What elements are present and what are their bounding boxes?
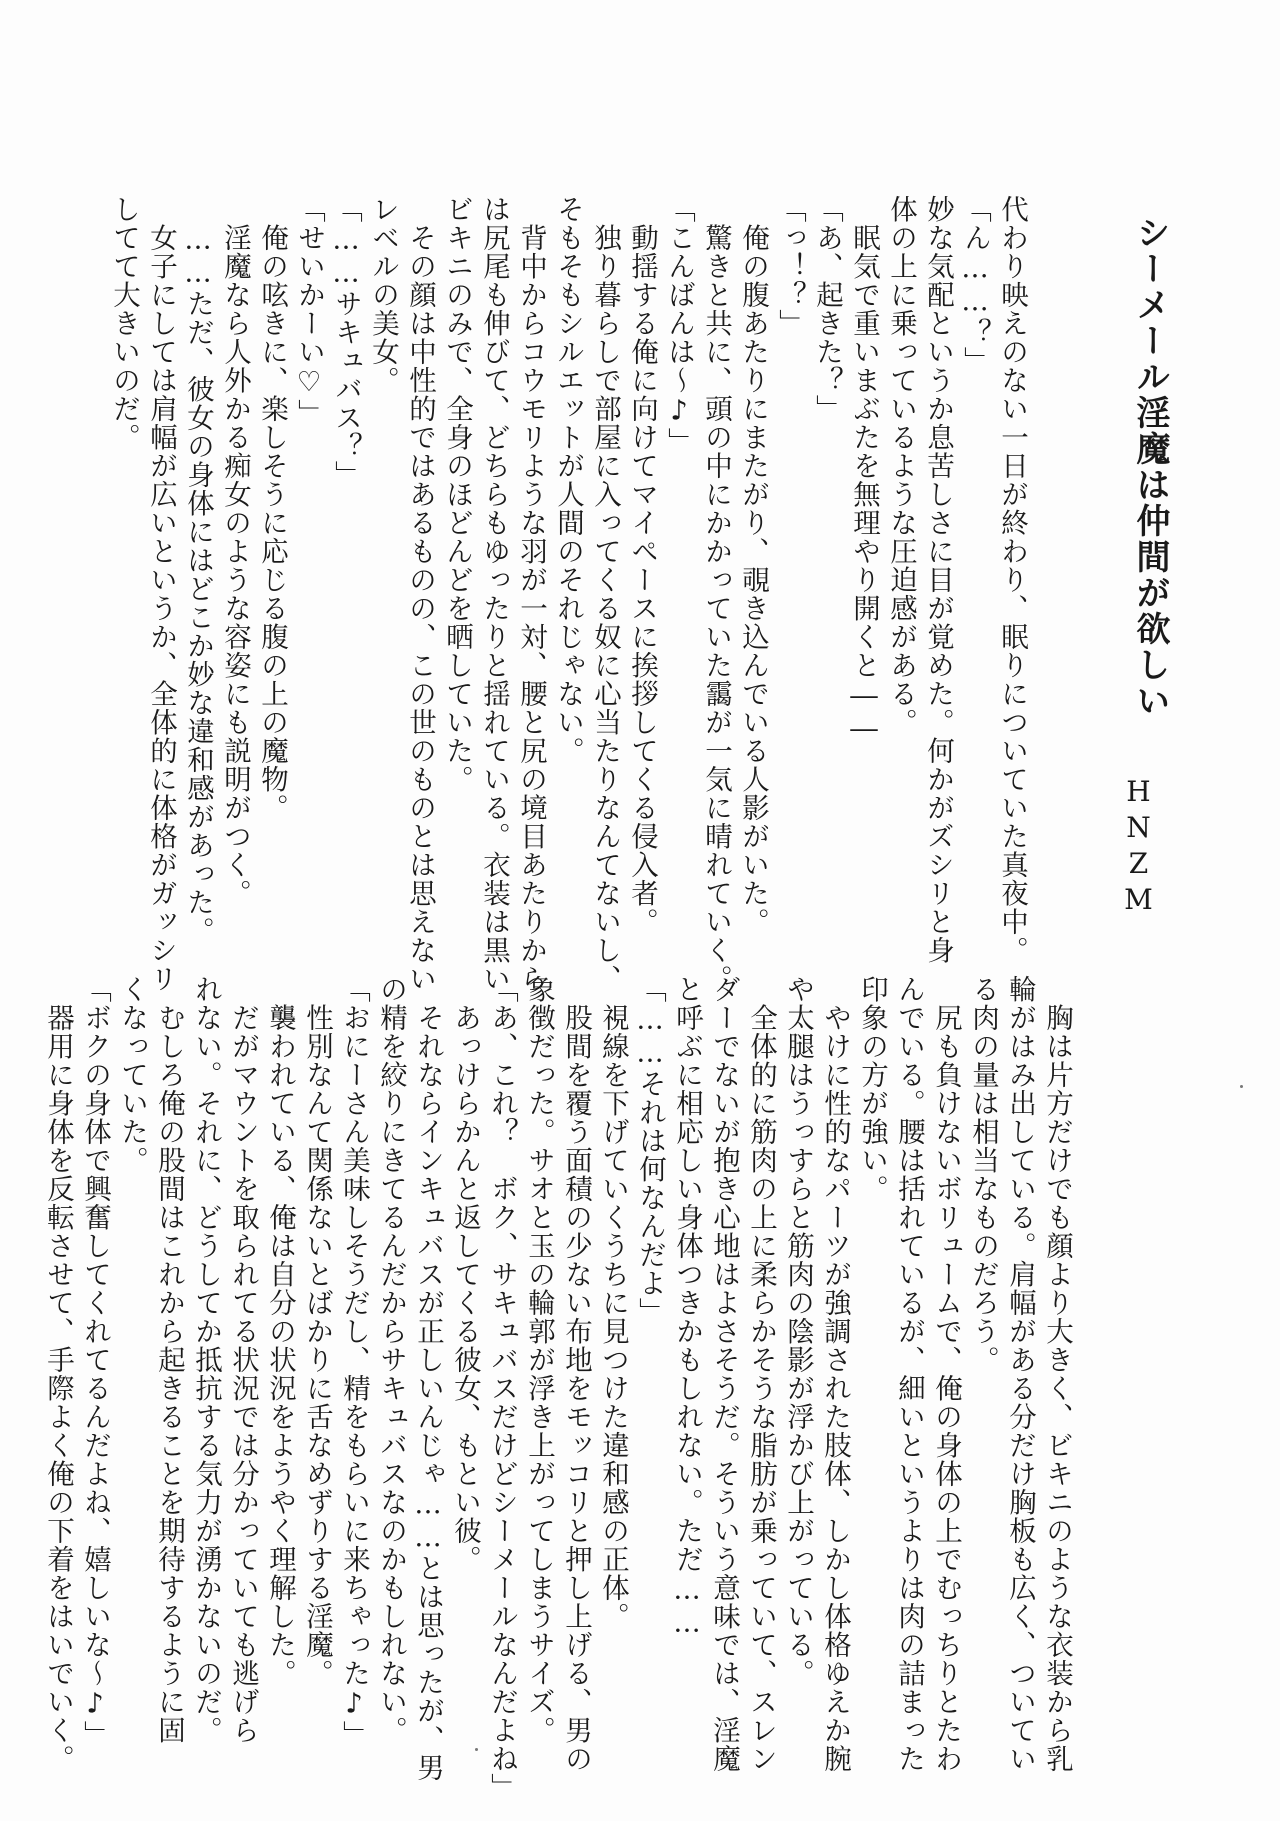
text-line: や太腿はうっすらと筋肉の陰影が浮かび上がっている。 [782,975,814,1688]
story-title: シーメール淫魔は仲間が欲しい [1130,215,1170,719]
text-line: れない。それに、どうしてか抵抗する気力が湧かないのだ。 [190,975,222,1745]
text-line: 「あ、起きた？」 [811,195,843,423]
text-line: 「こんばんは～♪」 [663,195,695,456]
text-line: くなっていた。 [116,975,148,1175]
text-line: 尻も負けないボリュームで、俺の身体の上でむっちりとたわ [930,975,962,1773]
text-line: の精を絞りにきてるんだからサキュバスなのかもしれない。 [375,975,407,1745]
text-line: 印象の方が強い。 [856,975,888,1203]
text-line: 視線を下げていくうちに見つけた違和感の正体。 [597,975,629,1631]
text-line: んでいる。腰は括れているが、細いというよりは肉の詰まった [893,975,925,1773]
text-line: 体の上に乗っているような圧迫感がある。 [885,195,917,737]
text-line: やけに性的なパーツが強調された肢体、しかし体格ゆえか腕 [819,975,851,1773]
text-line: 「おにーさん美味しそうだし、精をもらいに来ちゃった♪」 [338,975,370,1749]
text-line: 全体的に筋肉の上に柔らかそうな脂肪が乗っていて、スレン [745,975,777,1773]
text-line: 俺の呟きに、楽しそうに応じる腹の上の魔物。 [256,195,288,822]
text-line: 器用に身体を反転させて、手際よく俺の下着をはいでいく。 [42,975,74,1773]
text-line: 「ボクの身体で興奮してくれてるんだよね、嬉しいな～♪」 [79,975,111,1749]
text-line: 妙な気配というか息苦しさに目が覚めた。何かがズシリと身 [922,195,954,965]
text-line: 代わり映えのない一日が終わり、眠りについていた真夜中。 [996,195,1028,965]
text-line: ……ただ、彼女の身体にはどこか妙な違和感があった。 [182,195,214,945]
text-line: 性別なんて関係ないとばかりに舌なめずりする淫魔。 [301,975,333,1688]
text-line: だがマウントを取られてる状況では分かっていても逃げら [227,975,259,1745]
text-line: 「……サキュバス？」 [330,195,362,489]
text-line: ダーでないが抱き心地はよさそうだ。そういう意味では、淫魔 [708,975,740,1773]
text-line: 動揺する俺に向けてマイペースに挨拶してくる侵入者。 [626,195,658,936]
text-line: 輪がはみ出している。肩幅がある分だけ胸板も広く、ついてい [1004,975,1036,1773]
text-line: ビキニのみで、全身のほどんどを晒していた。 [441,195,473,794]
text-line: そもそもシルエットが人間のそれじゃない。 [552,195,584,765]
text-line: と呼ぶに相応しい身体つきかもしれない。ただ…… [671,975,703,1640]
text-line: それならインキュバスが正しいんじゃ……とは思ったが、男 [412,975,444,1782]
text-line: 股間を覆う面積の少ない布地をモッコリと押し上げる、男の [560,975,592,1773]
text-line: 「せいかーい♡」 [293,195,325,428]
text-line: むしろ俺の股間はこれから起きることを期待するように固 [153,975,185,1745]
text-line: あっけらかんと返してくる彼女、もとい彼。 [449,975,481,1574]
text-line: 淫魔なら人外かる痴女のような容姿にも説明がつく。 [219,195,251,908]
paper-speck [1240,1085,1243,1088]
text-line: 「ん……？」 [959,195,991,375]
text-line: 女子にしては肩幅が広いというか、全体的に体格がガッシリ [145,195,177,993]
text-line: は尻尾も伸びて、どちらもゆったりと揺れている。衣装は黒い [478,195,510,993]
text-line: 「っ！？」 [774,195,806,338]
text-line: 襲われている、俺は自分の状況をようやく理解した。 [264,975,296,1688]
text-line: 「……それは何なんだよ」 [634,975,666,1326]
text-line: 「あ、これ？ ボク、サキュバスだけどシーメールなんだよね」 [486,975,518,1802]
text-line: 俺の腹あたりにまたがり、覗き込んでいる人影がいた。 [737,195,769,936]
text-line: 眠気で重いまぶたを無理やり開くと―― [848,195,880,746]
text-line: 象徴だった。サオと玉の輪郭が浮き上がってしまうサイズ。 [523,975,555,1745]
text-block-upper [105,195,1030,993]
text-line: る肉の量は相当なものだろう。 [967,975,999,1374]
text-line: 独り暮らしで部屋に入ってくる奴に心当たりなんてないし、 [589,195,621,993]
author-name: HNZM [1122,775,1155,919]
text-block-lower [39,975,1075,1802]
text-line: レベルの美女。 [367,195,399,395]
text-line: 驚きと共に、頭の中にかかっていた靄が一気に晴れていく。 [700,195,732,993]
text-line: 胸は片方だけでも顔より大きく、ビキニのような衣装から乳 [1041,975,1073,1773]
paper-speck [475,1748,478,1751]
text-line: してて大きいのだ。 [108,195,140,452]
text-line: 背中からコウモリような羽が一対、腰と尻の境目あたりから [515,195,547,993]
text-line: その顔は中性的ではあるものの、この世のものとは思えない [404,195,436,993]
